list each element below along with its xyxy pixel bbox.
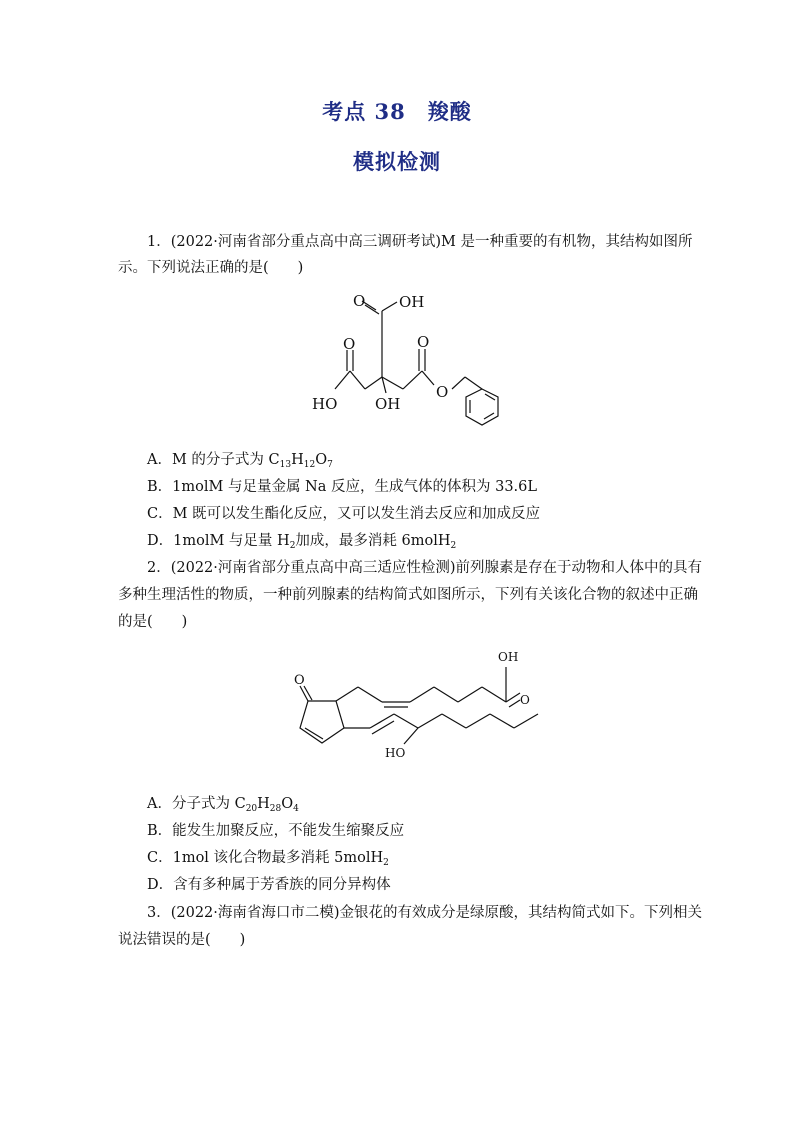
q2-label-o-ketone: O <box>294 673 305 688</box>
q2-label-ho-chain: HO <box>385 746 406 760</box>
q1-label-o-right: O <box>417 333 430 351</box>
question-2-option-b: B．能发生加聚反应，不能发生缩聚反应 <box>147 823 405 839</box>
q1-label-o-ester: O <box>436 383 449 401</box>
question-2-option-d: D．含有多种属于芳香族的同分异构体 <box>147 877 391 893</box>
q1-label-o-top: O <box>353 292 366 310</box>
question-2-stem-line1: 2．(2022·河南省部分重点高中高三适应性检测)前列腺素是存在于动物和人体中的具有 <box>147 560 703 576</box>
question-1-option-c: C．M 既可以发生酯化反应，又可以发生消去反应和加成反应 <box>147 506 541 522</box>
q2-label-oh-acid: OH <box>498 650 519 664</box>
q1-label-ho-left: HO <box>312 395 338 413</box>
q1-label-oh-top: OH <box>399 293 425 311</box>
question-2-structure <box>282 642 544 784</box>
q2-label-o-acid: O <box>520 693 530 707</box>
question-1-option-b: B．1molM 与足量金属 Na 反应，生成气体的体积为 33.6L <box>147 479 538 495</box>
question-1-option-a: A．M 的分子式为 $C_{13}H_{12}O_7$ <box>147 452 333 470</box>
question-1-stem-line1: 1．(2022·河南省部分重点高中高三调研考试)M 是一种重要的有机物，其结构如图所 <box>147 234 693 250</box>
page-subtitle: 模拟检测 <box>353 149 441 174</box>
question-3-stem-line2: 说法错误的是( ) <box>118 932 246 948</box>
question-3-stem-line1: 3．(2022·海南省海口市二模)金银花的有效成分是绿原酸，其结构简式如下。下列相关 <box>147 905 703 921</box>
question-2-option-c: C．1mol 该化合物最多消耗 5molH$_2$ <box>147 850 389 868</box>
question-2-option-a: A．分子式为 $C_{20}H_{28}O_4$ <box>147 796 299 814</box>
q1-label-o-left: O <box>343 335 356 353</box>
q1-label-oh-mid: OH <box>375 395 401 413</box>
question-2-stem-line2: 多种生理活性的物质，一种前列腺素的结构简式如图所示，下列有关该化合物的叙述中正确 <box>118 587 698 603</box>
page-title: 考点 38 羧酸 <box>322 99 472 124</box>
question-1-option-d: D．1molM 与足量 $H_2$加成，最多消耗 6molH$_2$ <box>147 533 457 551</box>
question-1-structure <box>300 285 530 437</box>
question-2-stem-line3: 的是( ) <box>118 614 188 630</box>
question-1-stem-line2: 示。下列说法正确的是( ) <box>118 260 304 276</box>
